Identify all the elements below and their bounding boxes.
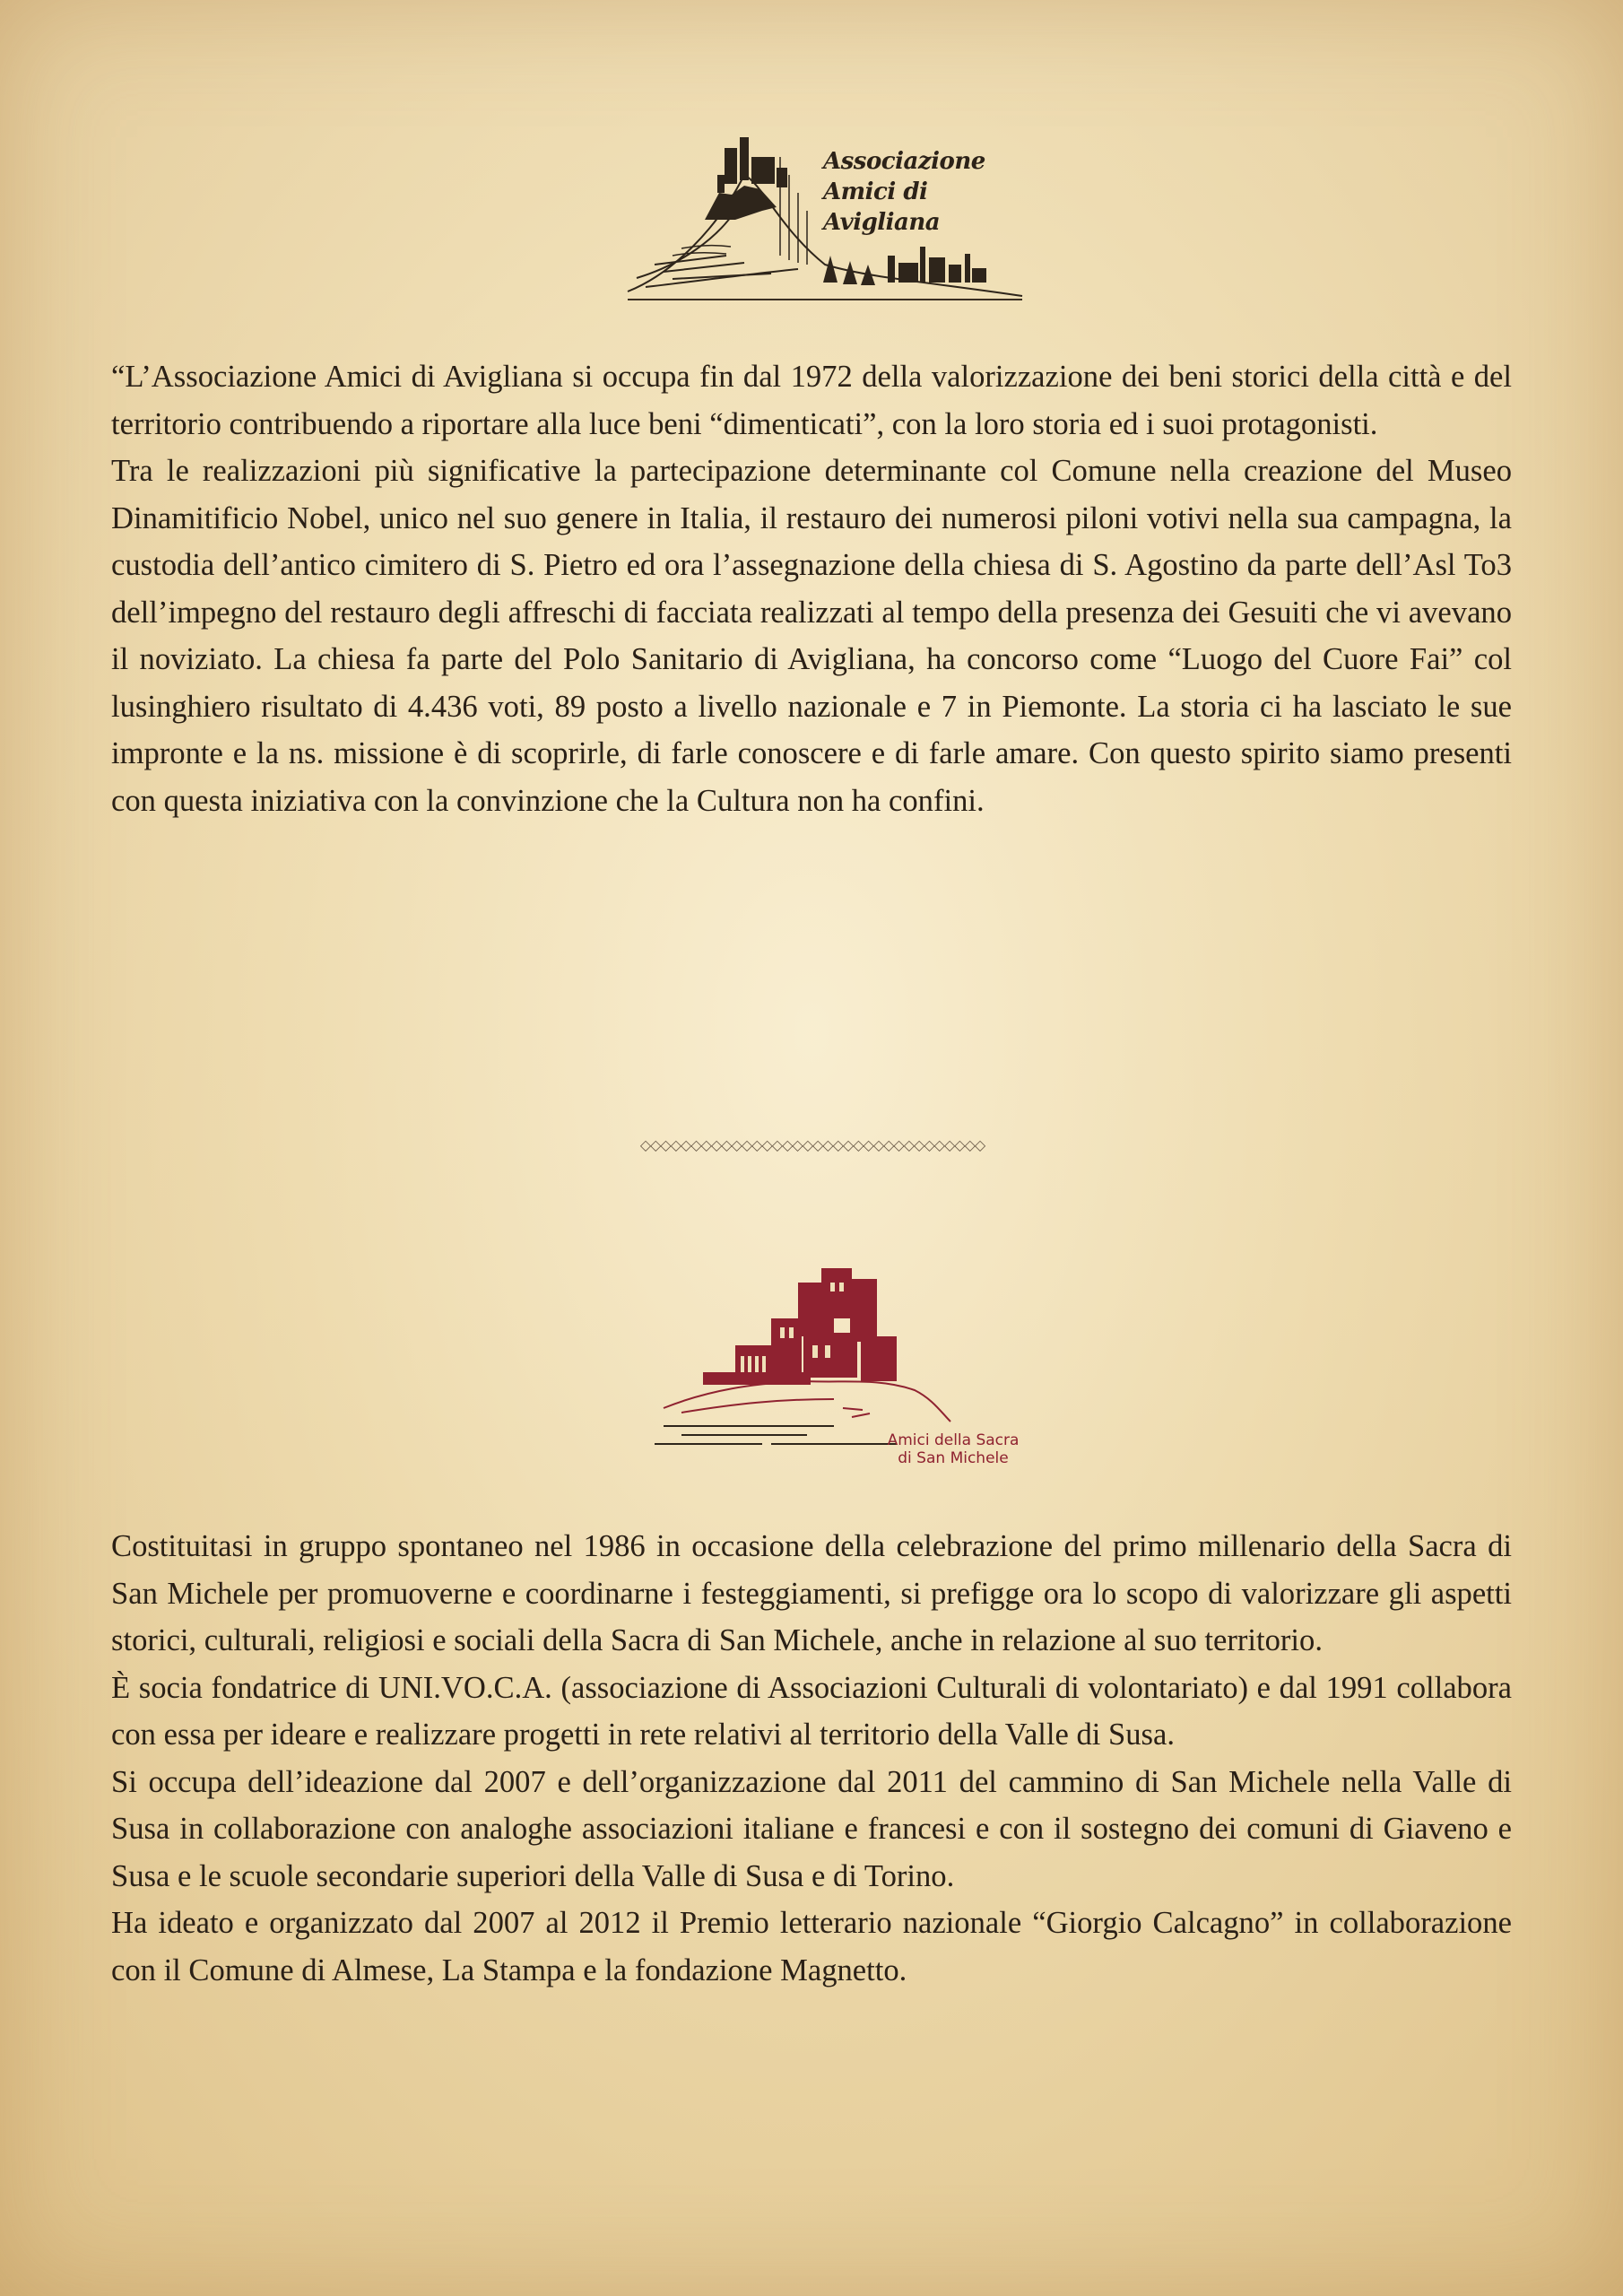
avigliana-logo-name bbox=[823, 146, 1029, 238]
sacra-logo bbox=[628, 1256, 1020, 1471]
paragraph: È socia fondatrice di UNI.VO.C.A. (associazione di Associazioni Culturali di volontariato) e dal 1991 collabora con essa per ideare e realizzare progetti in rete relativi al territorio della Valle di Susa. bbox=[111, 1670, 1512, 1752]
avigliana-logo bbox=[619, 121, 1031, 309]
avigliana-logo-line1: Associazione bbox=[823, 148, 985, 175]
paragraph: Ha ideato e organizzato dal 2007 al 2012 il Premio letterario nazionale “Giorgio Calcagno” in collaborazione con il Comune di Almese, La Stampa e la fondazione Magnetto. bbox=[111, 1906, 1512, 1987]
sacra-text bbox=[111, 1523, 1512, 1994]
sacra-logo-line1: Amici della Sacra bbox=[887, 1431, 1020, 1449]
paragraph: Si occupa dell’ideazione dal 2007 e dell’organizzazione dal 2011 del cammino di San Michele nella Valle di Susa in collaborazione con analoghe associazioni italiane e francesi e con il sostegno dei comuni di Giaveno e Susa e le scuole secondarie superiori della Valle di Susa e di Torino. bbox=[111, 1764, 1512, 1893]
sacra-logo-line2: di San Michele bbox=[898, 1449, 1009, 1467]
avigliana-text bbox=[111, 353, 1512, 824]
paragraph: Tra le realizzazioni più significative la partecipazione determinante col Comune nella creazione del Museo Dinamitificio Nobel, unico nel suo genere in Italia, il restauro dei numerosi piloni votivi nella sua campagna, la custodia dell’antico cimitero di S. Pietro ed ora l’assegnazione della chiesa di S. Agostino da parte dell’Asl To3 dell’impegno del restauro degli affreschi di facciata realizzati al tempo della presenza dei Gesuiti che vi avevano il noviziato. La chiesa fa parte del Polo Sanitario di Avigliana, ha concorso come “Luogo del Cuore Fai” col lusinghiero risultato di 4.436 voti, 89 posto a livello nazionale e 7 in Piemonte. La storia ci ha lasciato le sue impronte e la ns. missione è di scoprirle, di farle conoscere e di farle amare. Con questo spirito siamo presenti con questa iniziativa con la convinzione che la Cultura non ha confini. bbox=[111, 454, 1512, 818]
sacra-logo-name bbox=[877, 1431, 1029, 1467]
avigliana-logo-rule bbox=[628, 299, 1022, 300]
avigliana-logo-line2: Amici di Avigliana bbox=[823, 178, 941, 236]
paragraph: Costituitasi in gruppo spontaneo nel 1986 in occasione della celebrazione del primo millenario della Sacra di San Michele per promuoverne e coordinarne i festeggiamenti, si prefigge ora lo scopo di valorizzare gli aspetti storici, culturali, religiosi e sociali della Sacra di San Michele, anche in relazione al suo territorio. bbox=[111, 1529, 1512, 1657]
ornamental-divider: ◇◇◇◇◇◇◇◇◇◇◇◇◇◇◇◇◇◇◇◇◇◇◇◇◇◇◇◇◇◇◇◇◇◇ bbox=[639, 1136, 985, 1153]
paragraph: “L’Associazione Amici di Avigliana si occupa fin dal 1972 della valorizzazione dei beni storici della città e del territorio contribuendo a riportare alla luce beni “dimenticati”, con la loro storia ed i suoi protagonisti. bbox=[111, 360, 1512, 441]
